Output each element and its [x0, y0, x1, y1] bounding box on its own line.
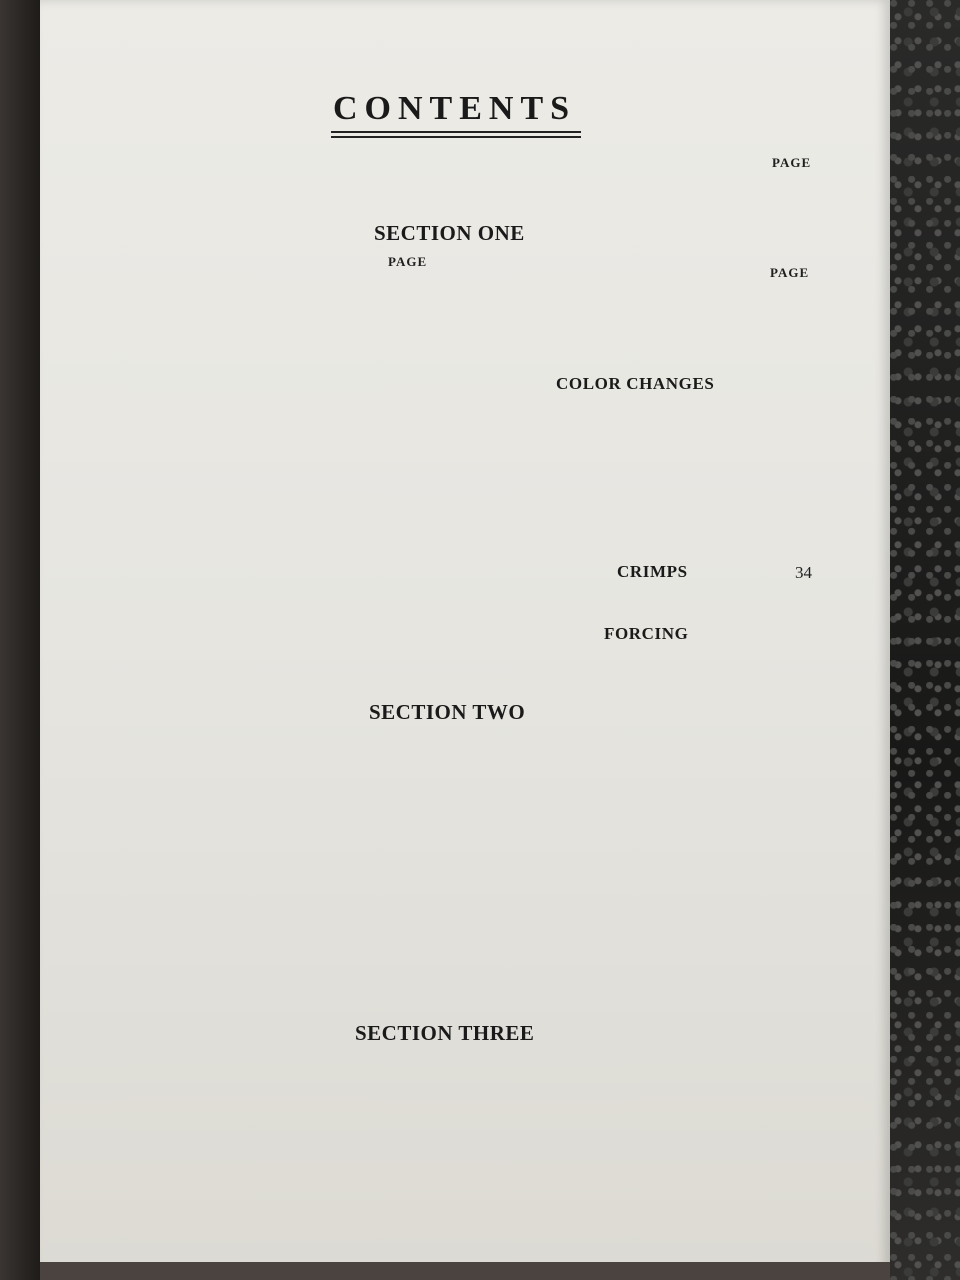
book-page — [40, 0, 890, 1280]
crimps-heading: CRIMPS — [617, 562, 688, 581]
section-two-heading: SECTION TWO — [369, 700, 526, 724]
section-one-heading: SECTION ONE — [374, 221, 525, 245]
background-right — [890, 0, 960, 1280]
color-changes-heading: COLOR CHANGES — [556, 374, 715, 393]
crimps-page: 34 — [795, 563, 812, 582]
contents-title: CONTENTS — [333, 90, 577, 127]
page-column-label: PAGE — [772, 155, 812, 170]
page-edge — [40, 1262, 890, 1280]
page-column-label-left: PAGE — [388, 254, 428, 269]
background-left — [0, 0, 40, 1280]
title-underline — [331, 131, 581, 133]
forcing-heading: FORCING — [604, 624, 689, 643]
title-underline-second — [331, 136, 581, 138]
page-column-label-right: PAGE — [770, 265, 810, 280]
section-three-heading: SECTION THREE — [355, 1021, 535, 1045]
